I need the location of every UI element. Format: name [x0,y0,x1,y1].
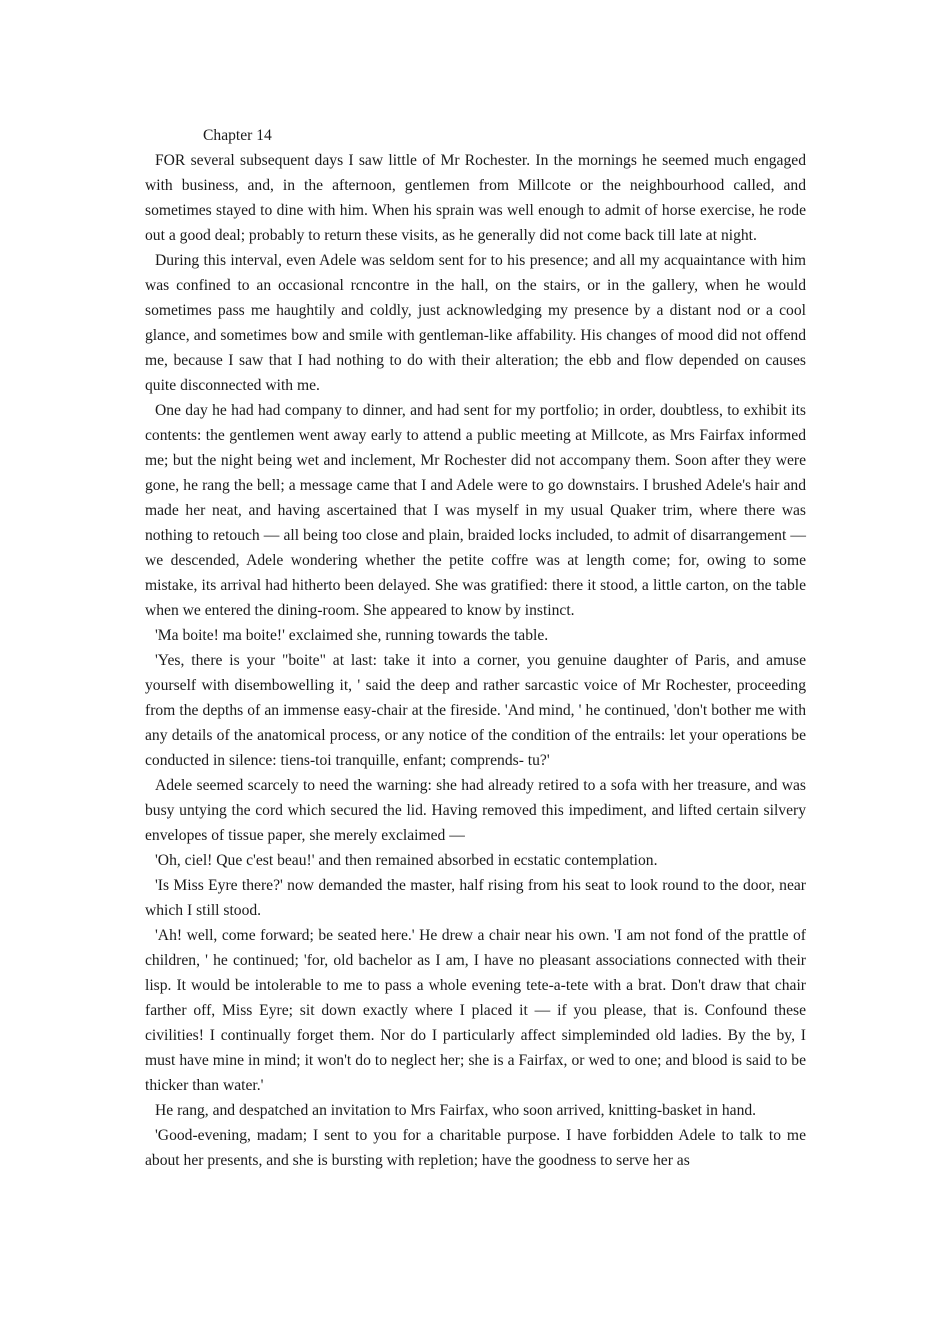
paragraph-2: During this interval, even Adele was seldom sent for to his presence; and all my acquaintance with him was confined to an occasional rcncontre in the hall, on the stairs, or in the gallery, when he would sometimes pass me haughtily and coldly, just acknowledging my presence by a distant nod or a cool glance, and sometimes bow and smile with gentleman-like affability. His changes of mood did not offend me, because I saw that I had nothing to do with their alteration; the ebb and flow depended on causes quite disconnected with me. [145,252,806,394]
paragraph-5: 'Yes, there is your "boite" at last: take it into a corner, you genuine daughter of Paris, and amuse yourself with disembowelling it, ' said the deep and rather sarcastic voice of Mr Rochester, proceeding from the depths of an immense easy-chair at the fireside. 'And mind, ' he continued, 'don't bother me with any details of the anatomical process, or any notice of the condition of the entrails: let your operations be conducted in silence: tiens-toi tranquille, enfant; comprends- tu?' [145,652,806,769]
document-page [145,123,806,1173]
paragraph-7: 'Oh, ciel! Que c'est beau!' and then remained absorbed in ecstatic contemplation. [155,852,658,869]
paragraph-6: Adele seemed scarcely to need the warning: she had already retired to a sofa with her treasure, and was busy untying the cord which secured the lid. Having removed this impediment, and lifted certain silvery envelopes of tissue paper, she merely exclaimed — [145,777,806,844]
paragraph-4: 'Ma boite! ma boite!' exclaimed she, running towards the table. [155,627,549,644]
paragraph-8: 'Is Miss Eyre there?' now demanded the master, half rising from his seat to look round to the door, near which I still stood. [145,877,806,919]
paragraph-10: He rang, and despatched an invitation to Mrs Fairfax, who soon arrived, knitting-basket in hand. [155,1102,757,1119]
paragraph-9: 'Ah! well, come forward; be seated here.' He drew a chair near his own. 'I am not fond of the prattle of children, ' he continued; 'for, old bachelor as I am, I have no pleasant associations connected with their lisp. It would be intolerable to me to pass a whole evening tete-a-tete with a brat. Don't draw that chair farther off, Miss Eyre; sit down exactly where I placed it — if you please, that is. Confound these civilities! I continually forget them. Nor do I particularly affect simpleminded old ladies. By the by, I must have mine in mind; it won't do to neglect her; she is a Fairfax, or wed to one; and blood is said to be thicker than water.' [145,927,806,1094]
paragraph-1: FOR several subsequent days I saw little of Mr Rochester. In the mornings he seemed much engaged with business, and, in the afternoon, gentlemen from Millcote or the neighbourhood called, and sometimes stayed to dine with him. When his sprain was well enough to admit of horse exercise, he rode out a good deal; probably to return these visits, as he generally did not come back till late at night. [145,152,806,244]
chapter-title: Chapter 14 [203,127,272,144]
paragraph-11: 'Good-evening, madam; I sent to you for a charitable purpose. I have forbidden Adele to talk to me about her presents, and she is bursting with repletion; have the goodness to serve her as [145,1127,806,1169]
paragraph-3: One day he had had company to dinner, and had sent for my portfolio; in order, doubtless, to exhibit its contents: the gentlemen went away early to attend a public meeting at Millcote, as Mrs Fairfax informed me; but the night being wet and inclement, Mr Rochester did not accompany them. Soon after they were gone, he rang the bell; a message came that I and Adele were to go downstairs. I brushed Adele's hair and made her neat, and having ascertained that I was myself in my usual Quaker trim, where there was nothing to retouch — all being too close and plain, braided locks included, to admit of disarrangement — we descended, Adele wondering whether the petite coffre was at length come; for, owing to some mistake, its arrival had hitherto been delayed. She was gratified: there it stood, a little carton, on the table when we entered the dining-room. She appeared to know by instinct. [145,402,806,619]
